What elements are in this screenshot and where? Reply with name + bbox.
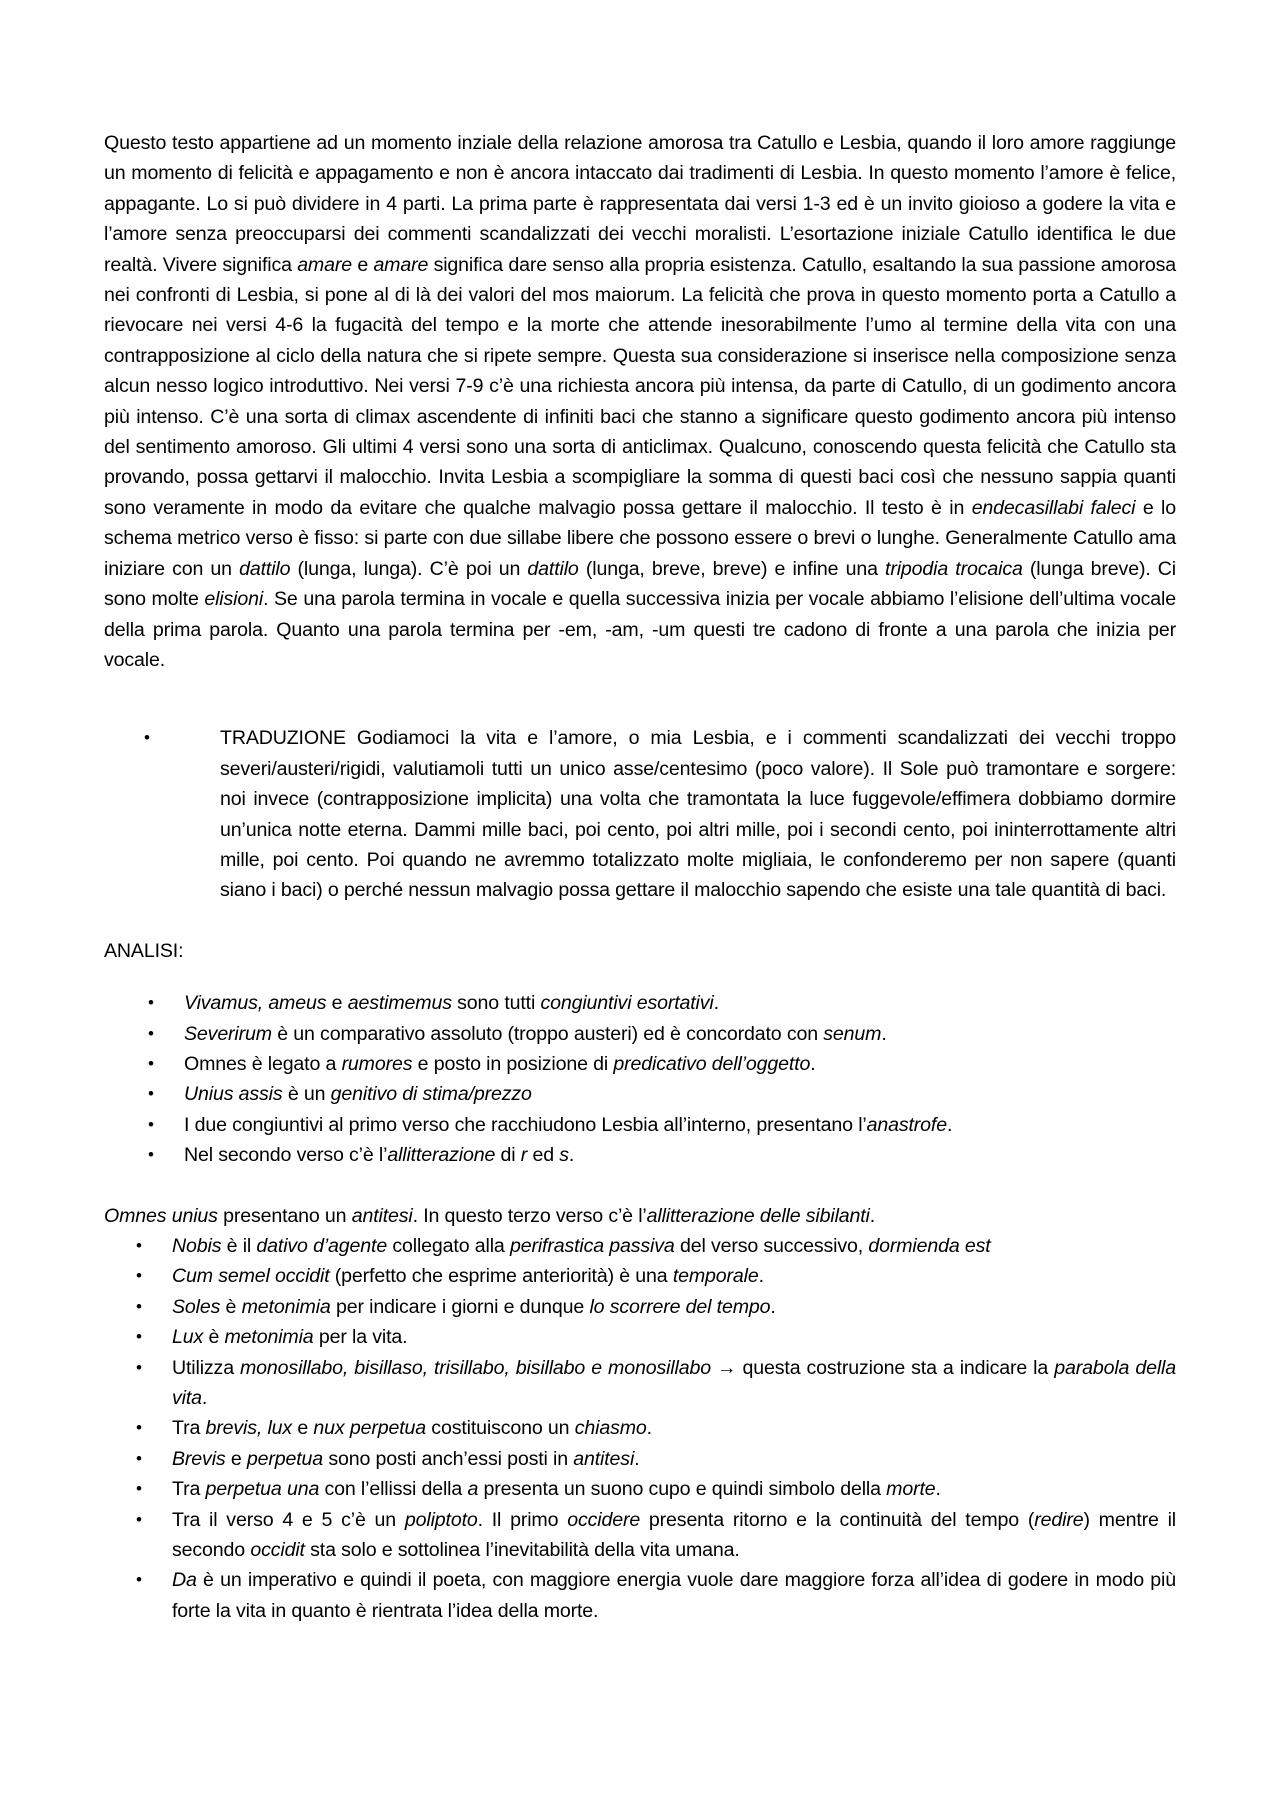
list-item-text: Brevis e perpetua sono posti anch’essi posti in antitesi.: [172, 1447, 640, 1470]
list-item-text: Tra brevis, lux e nux perpetua costituiscono un chiasmo.: [172, 1417, 652, 1440]
list-item: [148, 1110, 1176, 1140]
list-item: [148, 988, 1176, 1018]
list-item: [136, 1505, 1176, 1566]
list-item: [136, 1474, 1176, 1504]
list-item-text: Cum semel occidit (perfetto che esprime anteriorità) è una temporale.: [172, 1265, 764, 1288]
list-item: [144, 723, 1176, 905]
list-item-text: Lux è metonimia per la vita.: [172, 1326, 408, 1349]
list-item-text: Tra il verso 4 e 5 c’è un poliptoto. Il primo occidere presenta ritorno e la continuità del tempo (redire) mentre il secondo occidit sta solo e sottolinea l’inevitabilità della vita umana.: [172, 1508, 1177, 1562]
list-item-text: Soles è metonimia per indicare i giorni e dunque lo scorrere del tempo.: [172, 1295, 776, 1318]
analisi-list: [104, 988, 1176, 1170]
bullet-icon: •: [136, 1418, 142, 1438]
bullet-icon: •: [136, 1357, 142, 1377]
list-item-text: Utilizza monosillabo, bisillaso, trisillabo, bisillabo e monosillabo → questa costruzione sta a indicare la parabola della vita.: [172, 1356, 1176, 1410]
list-item-text: Tra perpetua una con l’ellissi della a presenta un suono cupo e quindi simbolo della morte.: [172, 1478, 941, 1501]
bullet-icon: •: [136, 1479, 142, 1499]
intro-paragraph: Questo testo appartiene ad un momento inziale della relazione amorosa tra Catullo e Lesbia, quando il loro amore raggiunge un momento di felicità e appagamento e non è ancora intaccato dai tradimenti di Lesbia. In questo momento l’amore è felice, appagante. Lo si può dividere in 4 parti. La prima parte è rappresentata dai versi 1-3 ed è un invito gioioso a godere la vita e l’amore senza preoccuparsi dei commenti scandalizzati dei vecchi moralisti. L’esortazione iniziale Catullo identifica le due realtà. Vivere significa amare e amare significa dare senso alla propria esistenza. Catullo, esaltando la sua passione amorosa nei confronti di Lesbia, si pone al di là dei valori del mos maiorum. La felicità che prova in questo momento porta a Catullo a rievocare nei versi 4-6 la fugacità del tempo e la morte che attende inesorabilmente l’umo al termine della vita con una contrapposizione al ciclo della natura che si ripete sempre. Questa sua considerazione si inserisce nella composizione senza alcun nesso logico introduttivo. Nei versi 7-9 c’è una richiesta ancora più intensa, da parte di Catullo, di un godimento ancora più intenso. C’è una sorta di climax ascendente di infiniti baci che stanno a significare questo godimento ancora più intenso del sentimento amoroso. Gli ultimi 4 versi sono una sorta di anticlimax. Qualcuno, conoscendo questa felicità che Catullo sta provando, possa gettarvi il malocchio. Invita Lesbia a scompigliare la somma di questi baci così che nessuno sappia quanti sono veramente in modo da evitare che qualche malvagio possa gettare il malocchio. Il testo è in endecasillabi faleci e lo schema metrico verso è fisso: si parte con due sillabe libere che possono essere o brevi o lunghe. Generalmente Catullo ama iniziare con un dattilo (lunga, lunga). C’è poi un dattilo (lunga, breve, breve) e infine una tripodia trocaica (lunga breve). Ci sono molte elisioni. Se una parola termina in vocale e quella successiva inizia per vocale abbiamo l’elisione dell’ultima vocale della prima parola. Quanto una parola termina per -em, -am, -um questi tre cadono di fronte a una parola che inizia per vocale.: [104, 132, 1177, 671]
omnes-paragraph: Omnes unius presentano un antitesi. In questo terzo verso c’è l’allitterazione delle sibilanti.: [104, 1204, 876, 1227]
traduzione-list: [104, 723, 1176, 905]
list-item: [136, 1322, 1176, 1352]
bullet-icon: •: [148, 1053, 154, 1073]
list-item-text: I due congiuntivi al primo verso che racchiudono Lesbia all’interno, presentano l’anastrofe.: [184, 1113, 953, 1136]
traduzione-text: TRADUZIONE Godiamoci la vita e l’amore, o mia Lesbia, e i commenti scandalizzati dei vecchi troppo severi/austeri/rigidi, valutiamoli tutti un unico asse/centesimo (poco valore). Il Sole può tramontare e sorgere: noi invece (contrapposizione implicita) una volta che tramontata la luce fuggevole/effimera dobbiamo dormire un’unica notte eterna. Dammi mille baci, poi cento, poi altri mille, poi i secondi cento, poi ininterrottamente altri mille, poi cento. Poi quando ne avremmo totalizzato molte migliaia, le confonderemo per non sapere (quanti siano i baci) o perché nessun malvagio possa gettare il malocchio sapendo che esiste una tale quantità di baci.: [220, 727, 1176, 902]
list-item: [136, 1292, 1176, 1322]
list-item: [136, 1231, 1176, 1261]
bullet-icon: •: [148, 1023, 154, 1043]
bullet-icon: •: [148, 993, 154, 1013]
bullet-icon: •: [136, 1296, 142, 1316]
bullet-icon: •: [148, 1145, 154, 1165]
list-item: [136, 1261, 1176, 1291]
list-item-text: Nel secondo verso c’è l’allitterazione di r ed s.: [184, 1144, 575, 1167]
list-item: [148, 1049, 1176, 1079]
list-item: [136, 1353, 1176, 1414]
analisi-heading: ANALISI:: [104, 939, 184, 962]
list-item: [136, 1565, 1176, 1626]
spacer: [104, 675, 1176, 723]
document-content: [104, 128, 1176, 1626]
bullet-icon: •: [136, 1266, 142, 1286]
list-item: [148, 1140, 1176, 1170]
bullet-icon: •: [148, 1114, 154, 1134]
final-list: [104, 1231, 1176, 1626]
bullet-icon: •: [136, 1509, 142, 1529]
list-item: [148, 1019, 1176, 1049]
bullet-icon: •: [136, 1236, 142, 1255]
bullet-icon: •: [136, 1448, 142, 1468]
bullet-icon: •: [136, 1570, 142, 1590]
bullet-icon: •: [148, 1084, 154, 1104]
list-item: [148, 1079, 1176, 1109]
list-item-text: Omnes è legato a rumores e posto in posizione di predicativo dell’oggetto.: [184, 1052, 816, 1075]
spacer: [104, 906, 1176, 936]
list-item-text: Vivamus, ameus e aestimemus sono tutti congiuntivi esortativi.: [184, 992, 719, 1015]
list-item: [136, 1413, 1176, 1443]
bullet-icon: •: [144, 728, 150, 748]
spacer: [104, 966, 1176, 988]
list-item-text: Severirum è un comparativo assoluto (troppo austeri) ed è concordato con senum.: [184, 1022, 887, 1045]
list-item-text: Nobis è il dativo d’agente collegato alla perifrastica passiva del verso successivo, dormienda est: [172, 1235, 991, 1257]
spacer: [104, 1171, 1176, 1201]
bullet-icon: •: [136, 1327, 142, 1347]
list-item: [136, 1444, 1176, 1474]
list-item-text: Da è un imperativo e quindi il poeta, con maggiore energia vuole dare maggiore forza all’idea di godere in modo più forte la vita in quanto è rientrata l’idea della morte.: [172, 1569, 1176, 1622]
list-item-text: Unius assis è un genitivo di stima/prezzo: [184, 1083, 532, 1106]
